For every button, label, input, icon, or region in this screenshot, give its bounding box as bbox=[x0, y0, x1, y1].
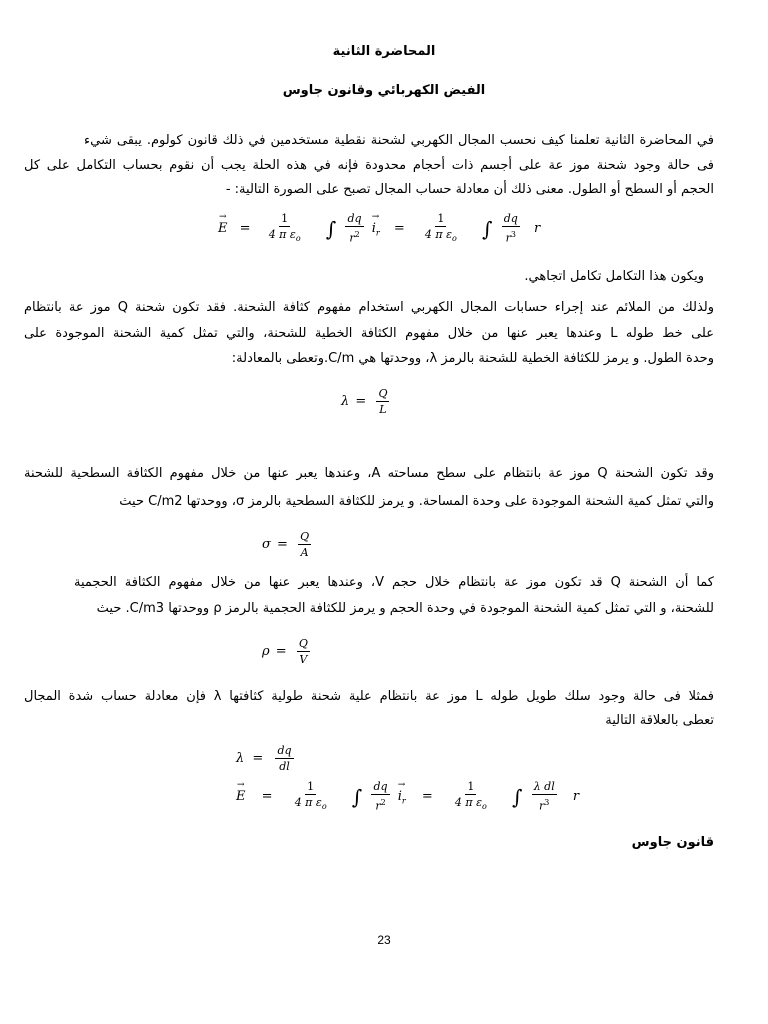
surface-density-equation: σ = $\frac{Q}{A}$ bbox=[262, 530, 310, 559]
linear-density-line-2: على خط طوله L وعندها يعبر عنها من خلال مفهوم الكثافة الخطية للشحنة، والتي تمثل كمية الشحنة الموجودة على bbox=[24, 326, 714, 341]
example-line-2: تعطى بالعلاقة التالية bbox=[605, 713, 714, 728]
coulomb-constant-fraction: $\frac{1}{4 \pi \varepsilon_o}$ bbox=[268, 212, 301, 244]
dq-over-r2-fraction: $\frac{dq}{r^2}$ bbox=[347, 212, 362, 245]
intro-line-1: في المحاضرة الثانية تعلمنا كيف نحسب المجال الكهربي لشحنة نقطية مستخدمين في ذلك قانون كولوم. يبقى شيء bbox=[84, 133, 714, 148]
coulomb-constant-fraction: $\frac{1}{4 \pi \varepsilon_o}$ bbox=[424, 212, 457, 244]
example-line-1: فمثلا فى حالة وجود سلك طويل طوله L موز عة بانتظام علية شحنة طولية كثافتها λ فإن معادلة حساب شدة المجال bbox=[24, 689, 714, 704]
intro-line-3: الحجم أو السطح أو الطول. معنى ذلك أن معادلة حساب المجال تصبح على الصورة التالية: - bbox=[225, 182, 714, 197]
integral-sign: ∫ bbox=[325, 216, 337, 241]
surface-density-line-2: والتي تمثل كمية الشحنة الموجودة على وحدة المساحة. و يرمز للكثافة السطحية بالرمز σ، ووحدتها C/m2 حيث bbox=[119, 494, 714, 509]
vector-integral-note: ويكون هذا التكامل تكامل اتجاهي. bbox=[524, 269, 704, 284]
lambda-definition-equation: λ = $\frac{dq}{dl}$ bbox=[236, 744, 292, 773]
field-integral-equation: → E = $\frac{1}{4 \pi \varepsilon_o}$ ∫ $\frac{dq}{r^2}$ → $i_r$ = $\frac{1}{4 \pi \varepsilon_o}$ ∫ $\frac{dq}{r^3}$ r bbox=[218, 212, 540, 245]
position-vector-r: r bbox=[533, 221, 541, 237]
unit-vector-ir: → i bbox=[372, 221, 376, 236]
equals-sign: = bbox=[239, 221, 251, 237]
volume-density-line-2: للشحنة، و التي تمثل كمية الشحنة الموجودة في وحدة الحجم و يرمز للكثافة الحجمية بالرمز ρ ووحدتها C/m3. حيث bbox=[96, 601, 714, 616]
equals-sign: = bbox=[393, 221, 405, 237]
page-number: 23 bbox=[377, 933, 391, 947]
integral-sign: ∫ bbox=[482, 216, 493, 241]
wire-field-equation: → E = $\frac{1}{4 \pi \varepsilon_o}$ ∫ $\frac{dq}{r^2}$ → $i_r$ = $\frac{1}{4 \pi \varepsilon_o}$ ∫ $\frac{\text{λ dl}}{r^3}$ r bbox=[236, 780, 579, 813]
page-subtitle: الفيض الكهربائي وقانون جاوس bbox=[282, 83, 486, 98]
intro-line-2: فى حالة وجود شحنة موز عة على أجسم ذات أحجام محدودة فإنه في هذه الحلة يجب أن نقوم بحساب التكامل على كل bbox=[24, 158, 714, 173]
volume-density-line-1: كما أن الشحنة Q قد تكون موز عة بانتظام خلال حجم V، وعندها يعبر عنها من خلال مفهوم الكثافة الحجمية bbox=[74, 575, 714, 590]
linear-density-line-1: ولذلك من الملائم عند إجراء حسابات المجال الكهربي استخدام مفهوم كثافة الشحنة. فقد تكون شحنة Q موز عة بانتظام bbox=[24, 300, 715, 315]
linear-density-equation: λ = $\frac{Q}{L}$ bbox=[341, 387, 388, 416]
linear-density-line-3: وحدة الطول. و يرمز للكثافة الخطية للشحنة بالرمز λ، ووحدتها هي C/m.وتعطى بالمعادلة: bbox=[231, 351, 714, 366]
dq-over-r3-fraction: $\frac{dq}{r^3}$ bbox=[503, 212, 518, 245]
page-title: المحاضرة الثانية bbox=[332, 44, 436, 59]
surface-density-line-1: وقد تكون الشحنة Q موز عة بانتظام على سطح مساحته A، وعندها يعبر عنها من خلال مفهوم الكثافة السطحية للشحنة bbox=[24, 466, 714, 481]
gauss-law-heading: قانون جاوس bbox=[631, 835, 714, 850]
volume-density-equation: ρ = $\frac{Q}{V}$ bbox=[262, 637, 308, 666]
vector-e: → E bbox=[218, 221, 228, 236]
